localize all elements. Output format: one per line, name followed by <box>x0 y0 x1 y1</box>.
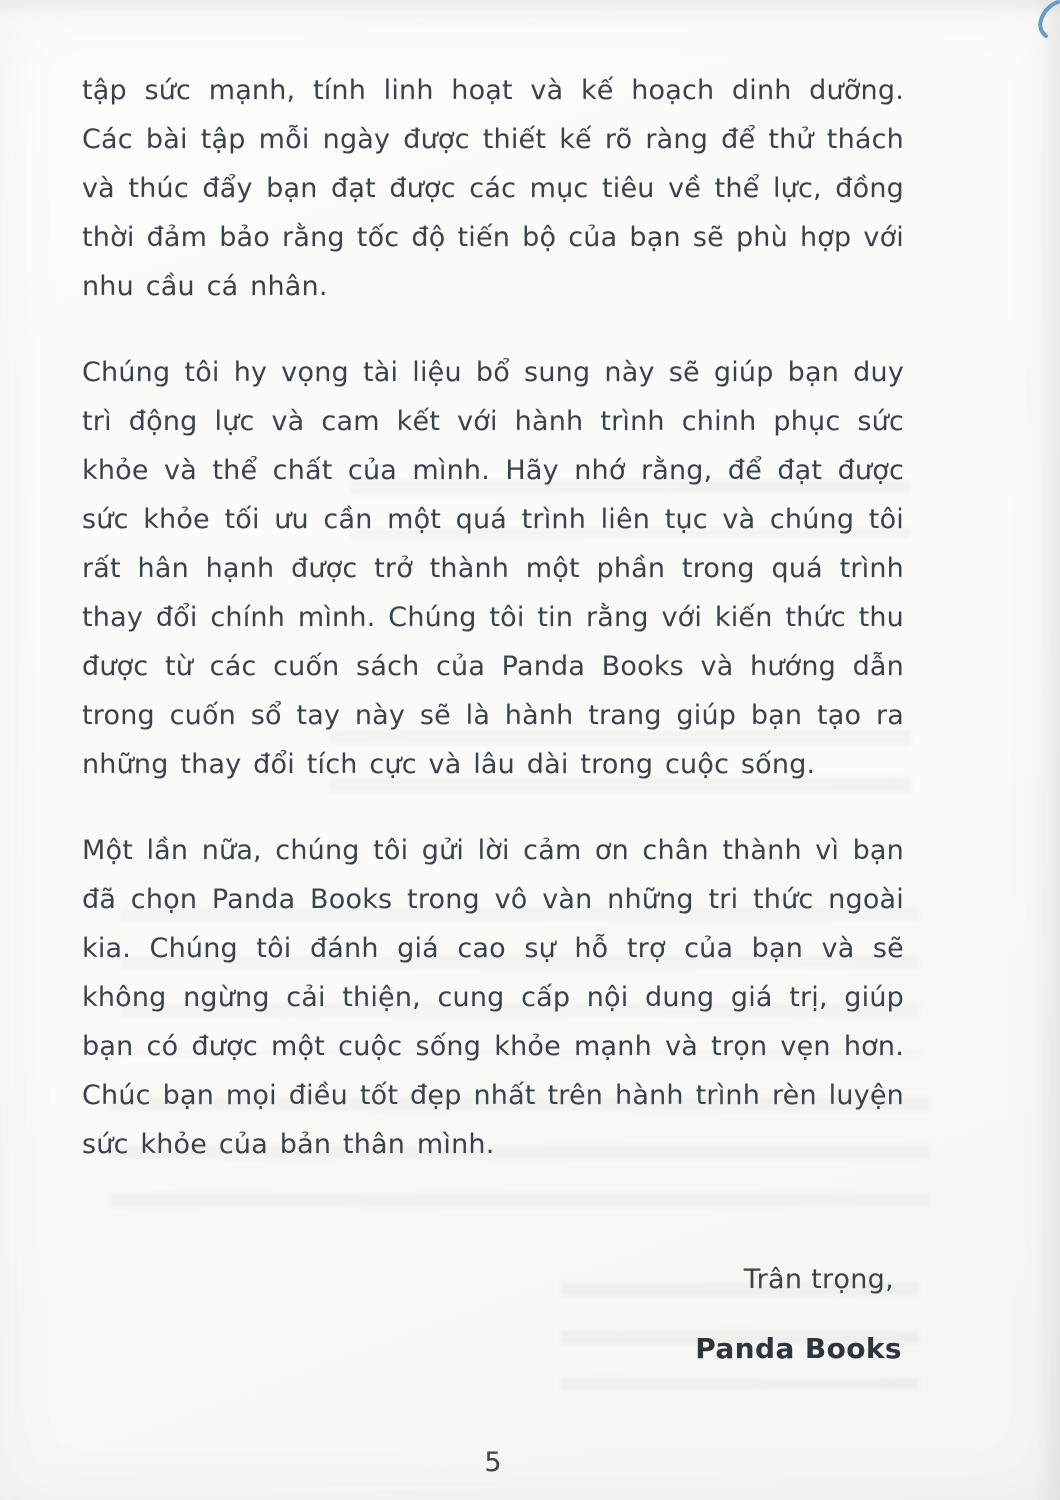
paragraph-2: Chúng tôi hy vọng tài liệu bổ sung này sẽ giúp bạn duy trì động lực và cam kết với hành trình chinh phục sức khỏe và thể chất của mình. Hãy nhớ rằng, để đạt được sức khỏe tối ưu cần một quá trình liên tục và chúng tôi rất hân hạnh được trở thành một phần trong quá trình thay đổi chính mình. Chúng tôi tin rằng với kiến thức thu được từ các cuốn sách của Panda Books và hướng dẫn trong cuốn sổ tay này sẽ là hành trang giúp bạn tạo ra những thay đổi tích cực và lâu dài trong cuộc sống. <box>82 357 904 780</box>
scan-edge-shadow-top <box>0 0 1060 18</box>
paragraph-1: tập sức mạnh, tính linh hoạt và kế hoạch dinh dưỡng. Các bài tập mỗi ngày được thiết kế rõ ràng để thử thách và thúc đẩy bạn đạt được các mục tiêu về thể lực, đồng thời đảm bảo rằng tốc độ tiến bộ của bạn sẽ phù hợp với nhu cầu cá nhân. <box>82 75 904 302</box>
publisher-signature: Panda Books <box>695 1332 902 1365</box>
blue-pen-mark-icon <box>1008 0 1060 42</box>
scan-edge-shadow-right <box>1034 0 1060 1500</box>
page-text-block <box>82 66 904 1373</box>
closing-salutation: Trân trọng, <box>743 1264 894 1295</box>
page-number: 5 <box>484 1447 502 1478</box>
paragraph-3: Một lần nữa, chúng tôi gửi lời cảm ơn chân thành vì bạn đã chọn Panda Books trong vô vàn những tri thức ngoài kia. Chúng tôi đánh giá cao sự hỗ trợ của bạn và sẽ không ngừng cải thiện, cung cấp nội dung giá trị, giúp bạn có được một cuộc sống khỏe mạnh và trọn vẹn hơn. Chúc bạn mọi điều tốt đẹp nhất trên hành trình rèn luyện sức khỏe của bản thân mình. <box>82 835 904 1160</box>
